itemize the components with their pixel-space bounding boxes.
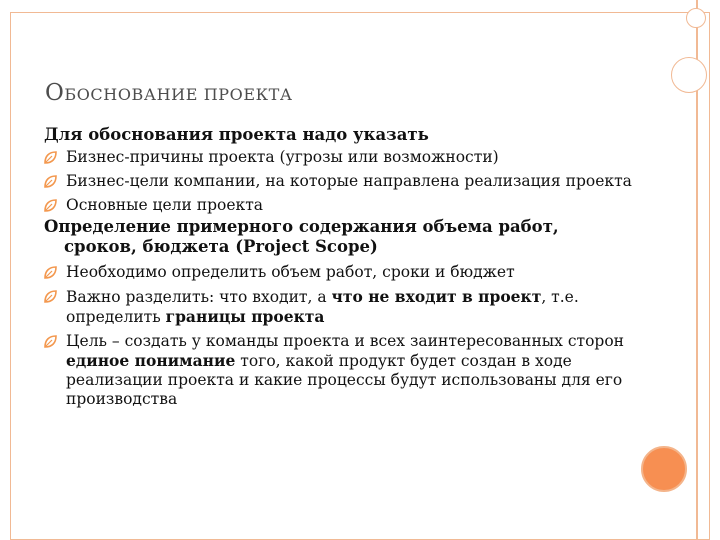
- list-item: [44, 332, 644, 409]
- list-item-emphasis: единое понимание: [66, 351, 236, 370]
- decorative-circle-middle: [671, 57, 707, 93]
- leaf-bullet-icon: [44, 199, 57, 212]
- list-item-emphasis: что не входит в проект: [331, 287, 542, 306]
- list-item-text-part: того, какой продукт будет создан в ходе реализации проекта и какие процессы будут использованы для его производства: [66, 352, 623, 408]
- section-heading-justification: Для обоснования проекта надо указать: [44, 125, 429, 144]
- section-heading-scope: [44, 217, 644, 257]
- list-item: [44, 263, 644, 282]
- slide-content: [44, 124, 644, 409]
- list-item-text: Необходимо определить объем работ, сроки и бюджет: [66, 263, 515, 281]
- slide-title: [45, 80, 645, 106]
- leaf-bullet-icon: [44, 335, 57, 348]
- title-rest: БОСНОВАНИЕ ПРОЕКТА: [64, 85, 293, 104]
- list-item: [44, 148, 644, 167]
- list-item: [44, 196, 644, 215]
- list-item-text-part: Важно разделить: что входит, а: [66, 288, 332, 306]
- decorative-circle-top: [686, 8, 706, 28]
- list-item-text: Основные цели проекта: [66, 196, 264, 214]
- leaf-bullet-icon: [44, 266, 57, 279]
- leaf-bullet-icon: [44, 290, 57, 303]
- list-item-text-part: , т.е. определить: [66, 288, 579, 326]
- title-first-letter: О: [45, 80, 65, 106]
- list-item-text: Бизнес-причины проекта (угрозы или возможности): [66, 148, 499, 166]
- list-item: [44, 287, 644, 327]
- leaf-bullet-icon: [44, 151, 57, 164]
- section-heading-line2: сроков, бюджета (Project Scope): [64, 237, 378, 256]
- decorative-circle-bottom: [641, 446, 687, 492]
- leaf-bullet-icon: [44, 175, 57, 188]
- list-item-emphasis: границы проекта: [165, 307, 325, 326]
- list-item-text: Бизнес-цели компании, на которые направлена реализация проекта: [66, 172, 632, 190]
- section-heading-line1: Определение примерного содержания объема работ,: [44, 217, 559, 236]
- list-item: [44, 172, 644, 191]
- list-item-text-part: Цель – создать у команды проекта и всех заинтересованных сторон: [66, 332, 624, 350]
